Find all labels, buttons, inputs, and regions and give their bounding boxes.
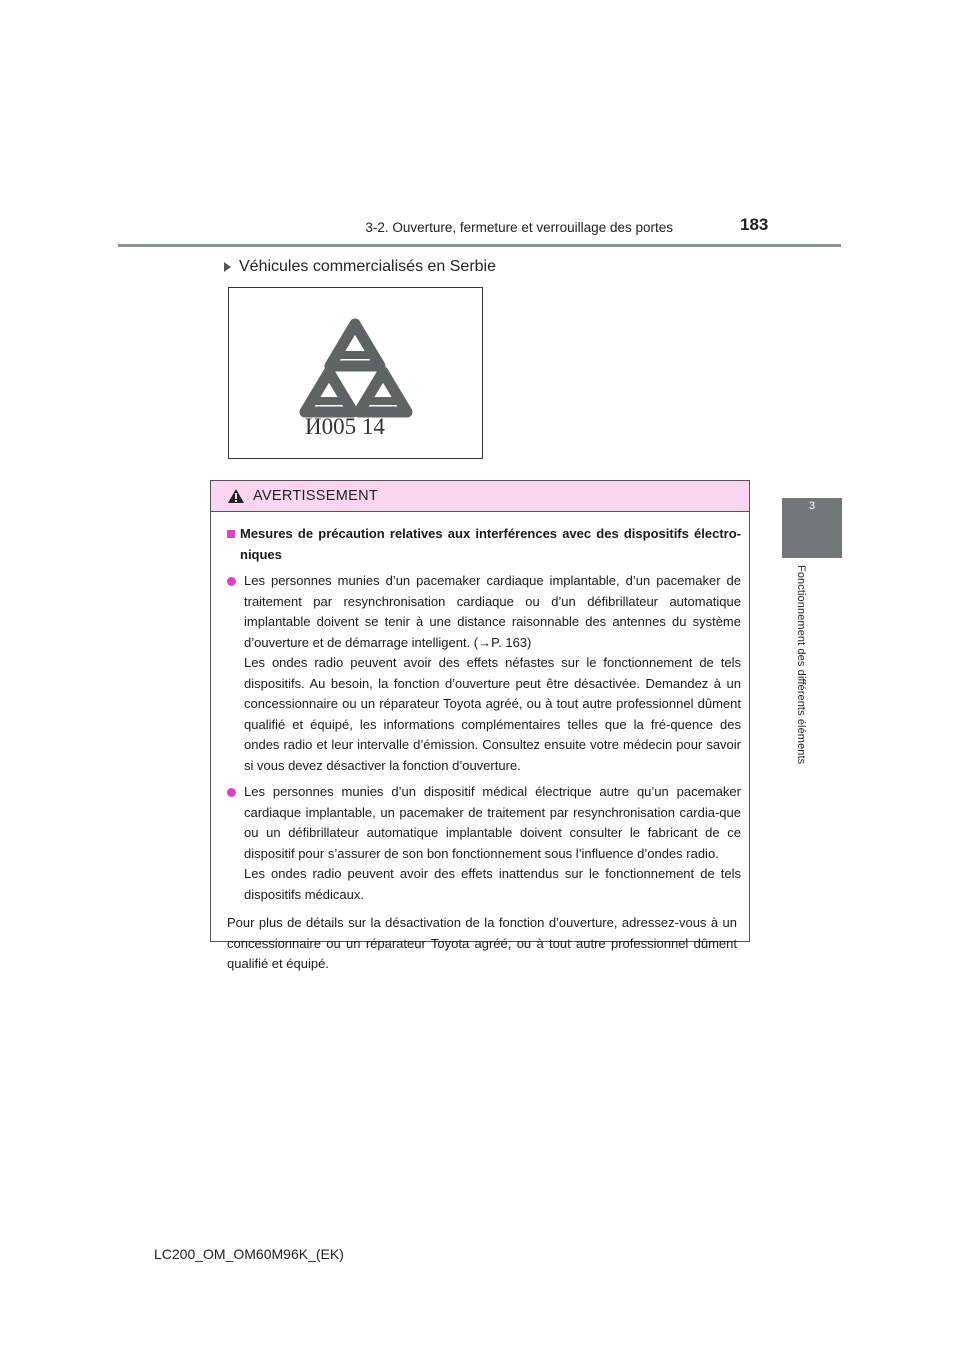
header-divider: [118, 244, 841, 247]
warning-box: [210, 480, 750, 971]
bullet-paragraph: Les ondes radio peuvent avoir des effets néfastes sur le fonctionnement de tels dispositifs. Au besoin, la fonction d’ouverture peut être désactivée. Demandez à un concessionnaire ou un réparateur Toyota agréé, ou à tout autre professionnel dûment qualifié et équipé, les informations complémentaires telles que la fré-quence des ondes radio et leur intervalle d’émission. Consultez ensuite votre médecin pour savoir si vous devez désactiver la fonction d’ouverture.: [244, 655, 741, 773]
footer-document-code: LC200_OM_OM60M96K_(EK): [154, 1246, 344, 1262]
chapter-number: 3: [808, 500, 816, 512]
bullet-paragraph: Les personnes munies d’un dispositif médical électrique autre qu’un pacemaker cardiaque implantable, un pacemaker de traitement par resynchronisation cardia-que ou un défibrillateur automatique implantable doivent consulter le fabricant de ce dispositif pour s’assurer de son bon fonctionnement sous l’influence d’ondes radio.: [244, 784, 741, 861]
warning-title: AVERTISSEMENT: [253, 488, 379, 504]
section-heading: [224, 258, 496, 276]
dot-bullet-icon: [227, 577, 236, 586]
warning-header: [211, 481, 749, 512]
list-item: [227, 782, 741, 905]
bullet-paragraph: Les personnes munies d’un pacemaker cardiaque implantable, d’un pacemaker de traitement par resynchronisation cardiaque ou d’un défibrillateur automatique implantable doivent se tenir à une distance raisonnable des antennes du système d’ouverture et de démarrage intelligent. (→P. 163): [244, 573, 741, 650]
approval-mark-illustration: [229, 288, 482, 458]
triangle-top-icon: [330, 324, 380, 366]
approval-mark-code: И005 14: [305, 414, 385, 439]
triangle-right-icon: [359, 372, 407, 412]
page-number: 183: [740, 215, 769, 234]
warning-closing-text: Pour plus de détails sur la désactivation de la fonction d’ouverture, adressez-vous à un concessionnaire ou un réparateur Toyota agréé, ou à tout autre professionnel dûment qualifié et équipé.: [227, 915, 737, 971]
bullet-paragraph: Les ondes radio peuvent avoir des effets inattendus sur le fonctionnement de tels dispositifs médicaux.: [244, 866, 741, 902]
warning-body: [211, 512, 749, 975]
dot-bullet-icon: [227, 788, 236, 797]
warning-triangle-icon: [227, 488, 245, 504]
square-bullet-icon: [227, 530, 235, 538]
triangle-left-icon: [305, 372, 353, 412]
chapter-title: Fonctionnement des différents éléments: [795, 565, 807, 765]
header-section-title: 3-2. Ouverture, fermeture et verrouillage des portes: [365, 220, 673, 235]
warning-subheading: [227, 524, 741, 565]
arrow-right-icon: [224, 262, 231, 272]
approval-mark-figure: [228, 287, 483, 459]
warning-subheading-text: Mesures de précaution relatives aux interférences avec des dispositifs électro-niques: [240, 526, 741, 562]
section-heading-text: Véhicules commercialisés en Serbie: [239, 258, 496, 275]
list-item: [227, 571, 741, 776]
chapter-tab: [782, 498, 842, 558]
